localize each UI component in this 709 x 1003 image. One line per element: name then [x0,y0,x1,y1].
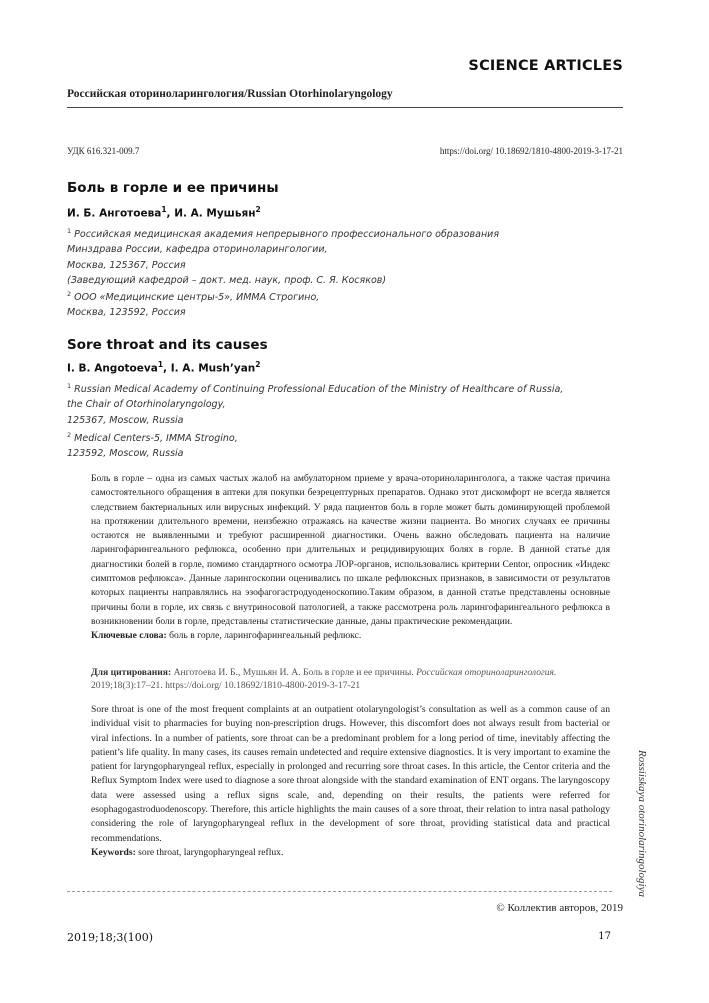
author-name: I. A. Mush’yan [170,362,256,375]
affiliation-marker: 2 [255,205,261,214]
keywords-ru [91,629,610,643]
side-journal-label: Rossiiskaya otorinolaringologiya [636,750,648,897]
author-name: И. Б. Анготоева [67,207,162,220]
journal-title: Российская оториноларингология/Russian Otorhinolaryngology [67,88,393,100]
issue-info: 2019;18;3(100) [67,931,153,944]
affiliation-marker: 2 [255,360,261,369]
affiliation-marker: 2 [67,290,72,298]
affiliation-line: $^1$ Russian Medical Academy of Continuing Professional Education of the Ministry of Healthcare of Russia, [67,382,564,396]
abstract-en [91,703,610,860]
udk-code: УДК 616.321-009.7 [67,146,140,156]
footer-divider [67,891,612,892]
author-name: И. А. Мушьян [174,207,256,220]
header-divider [67,107,623,108]
author-separator: , [166,207,175,220]
affiliation-line: $^2$ ООО «Медицинские центры-5», ИММА Строгино, [67,290,320,304]
author-name: I. B. Angotoeva [67,362,158,375]
affiliation-line: Москва, 123592, Россия [67,307,186,319]
affiliation-marker: 1 [67,227,72,235]
affiliation-en-2 [67,428,607,462]
affiliation-line: the Chair of Otorhinolaryngology, [67,399,226,411]
authors-ru [67,205,261,220]
affiliation-ru-2 [67,287,607,321]
affiliation-marker: 1 [67,382,72,390]
affiliation-line: 123592, Moscow, Russia [67,448,184,460]
affiliation-marker: 2 [67,431,72,439]
keywords-text: боль в горле, ларингофарингеальный рефлюкс. [166,630,362,642]
page-number: 17 [598,931,611,942]
affiliation-line: (Заведующий кафедрой – докт. мед. наук, проф. С. Я. Косяков) [67,275,387,287]
citation [91,666,610,693]
affiliation-line: $^1$ Российская медицинская академия непрерывного профессионального образования [67,227,500,241]
affiliation-line: $^2$ Medical Centers-5, IMMA Strogino, [67,431,238,445]
copyright: © Коллектив авторов, 2019 [496,902,623,914]
citation-details: 2019;18(3):17–21. https://doi.org/ 10.18692/1810-4800-2019-3-17-21 [91,680,361,692]
author-separator: , [163,362,171,375]
article-title-en: Sore throat and its causes [67,337,268,353]
keywords-label: Keywords: [91,846,136,858]
keywords-label: Ключевые слова: [91,630,167,642]
citation-journal: Российская оториноларингология. [416,667,557,678]
authors-en [67,360,260,375]
abstract-ru [91,472,610,644]
affiliation-marker: 1 [157,360,164,369]
affiliation-line: Минздрава России, кафедра оториноларингологии, [67,244,328,256]
keywords-en [91,846,610,860]
affiliation-line: 125367, Moscow, Russia [67,414,184,426]
section-label: SCIENCE ARTICLES [468,58,623,74]
keywords-text: sore throat, laryngopharyngeal reflux. [135,846,284,858]
citation-authors: Анготоева И. Б., Мушьян И. А. Боль в горле и ее причины. [171,667,417,678]
affiliation-line: Москва, 125367, Россия [67,259,186,271]
affiliation-ru-1 [67,224,607,288]
abstract-text: Sore throat is one of the most frequent complaints at an outpatient otolaryngologist’s consultation as well as a common cause of an individual visit to pharmacies for buying non-prescription drugs. However, this discomfort does not always result from bacterial or viral infections. In a number of patients, sore throat can be a predominant problem for a long period of time, inevitably affecting the patient’s life quality. In many cases, its causes remain undetected and require extensive diagnostics. It is very important to examine the patient for laryngopharyngeal reflux, especially in prolonged and recurring sore throat cases. In this article, the Centor criteria and the Reflux Symptom Index were used to diagnose a sore throat alongside with the standard examination of ENT organs. The laryngoscopy data were assessed using a reflux signs scale, and, depending on their results, the patients were referred for esophagogastroduodenoscopy. Therefore, this article highlights the main causes of a sore throat, their relation to intra nasal pathology considering the role of laryngopharyngeal reflux in the development of sore throat, providing statistical data and practical recommendations. [91,704,610,844]
abstract-text: Боль в горле – одна из самых частых жалоб на амбулаторном приеме у врача-оториноларинголога, а также частая причина самостоятельного обращения в аптеки для покупки безрецептурных препаратов. Однако этот дискомфорт не всегда является следствием бактериальных или вирусных инфекций. У ряда пациентов боль в горле может быть доминирующей проблемой на протяжении длительного времени, неизбежно отражаясь на качестве жизни пациента. Во многих случаях ее причины остаются не выявленными и требуют расширенной диагностики. Очень важно обследовать пациента на наличие ларингофарингеального рефлюкса, особенно при длительных и рецидивирующих болях в горле. В данной статье для диагностики болей в горле, помимо стандартного осмотра ЛОР-органов, использовались критерии Centor, опросник «Индекс симптомов рефлюкса». Данные ларингоскопии оценивались по шкале рефлюксных признаков, в зависимости от результатов которых пациенты направлялись на эзофагогастродуоденоскопию.Таким образом, в данной статье представлены основные причины боли в горле, их связь с внутриносовой патологией, а также рассмотрена роль ларингофарингеального рефлюкса в возникновении боли в горле, представлены статистические данные, даны практические рекомендации. [91,473,610,627]
affiliation-en-1 [67,379,607,428]
article-title-ru: Боль в горле и ее причины [67,180,279,196]
affiliation-marker: 1 [161,205,167,214]
doi-link[interactable]: https://doi.org/ 10.18692/1810-4800-2019-3-17-21 [439,146,623,156]
citation-label: Для цитирования: [91,667,172,678]
